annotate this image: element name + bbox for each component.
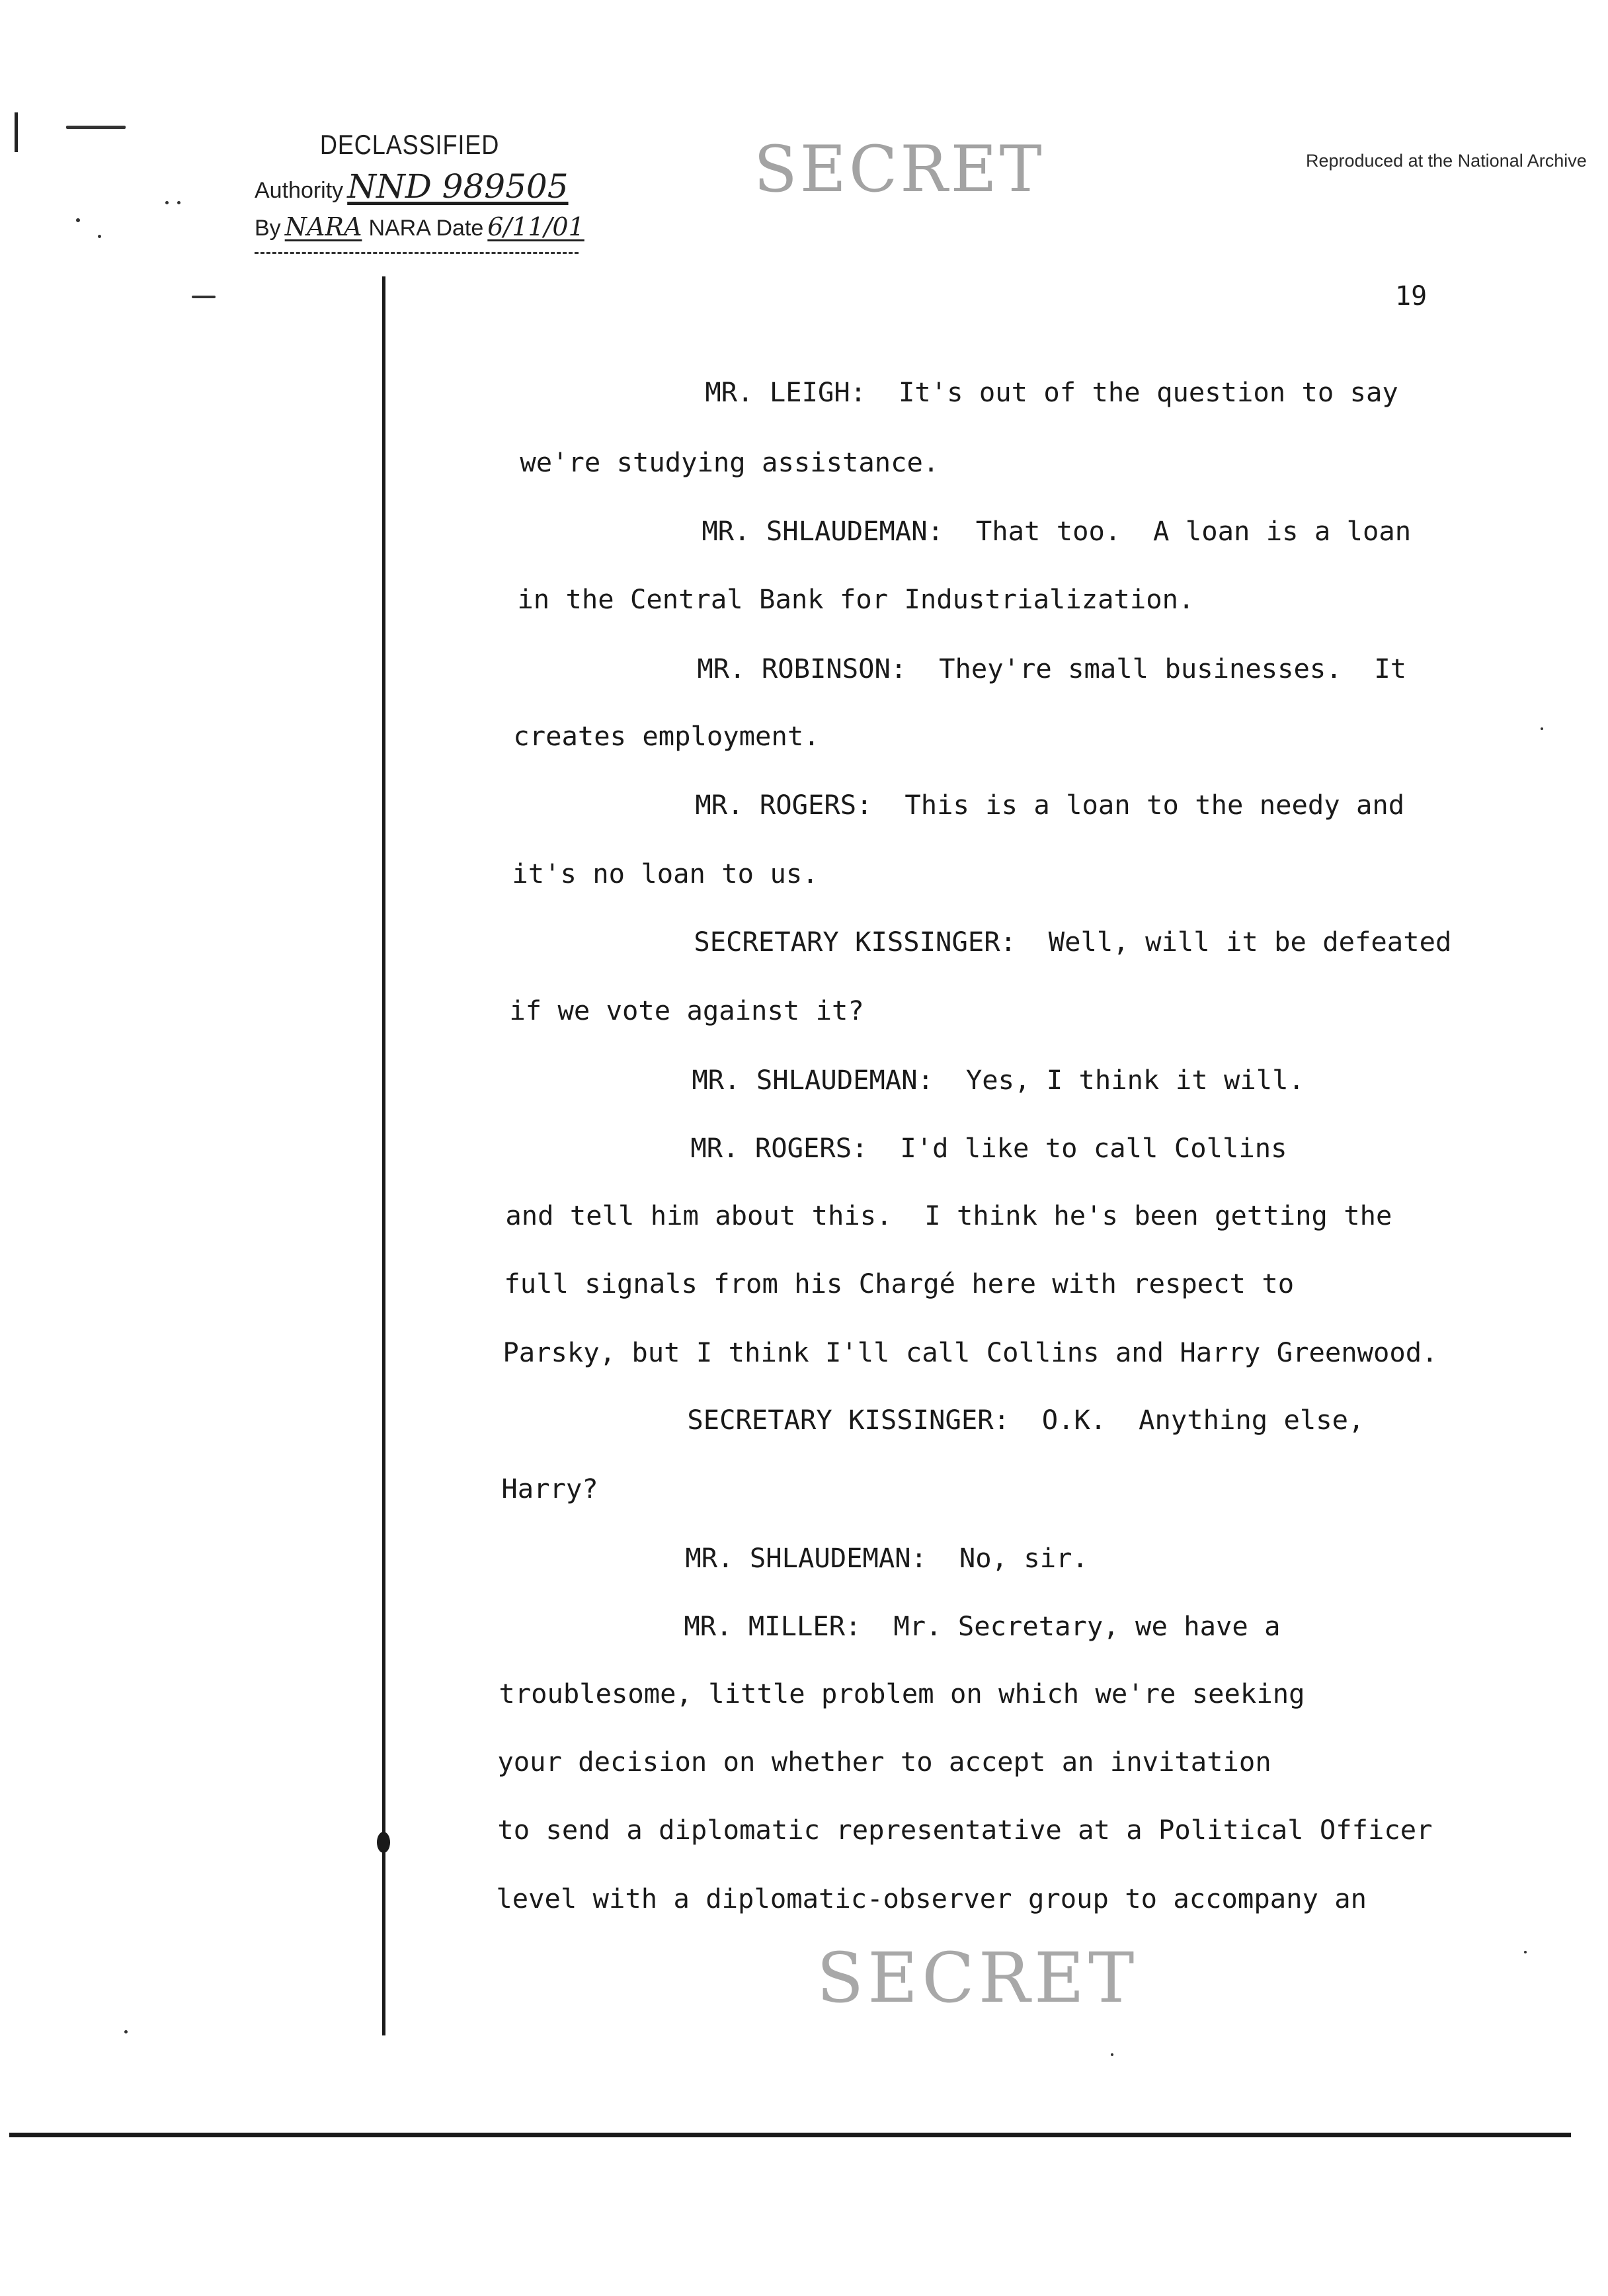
stamp-by-value: NARA (284, 212, 362, 241)
speaker-label: MR. MILLER: (684, 1610, 862, 1642)
line-text: in the Central Bank for Industrialization. (517, 583, 1195, 615)
line-text: No, sir. (959, 1541, 1088, 1574)
archive-reproduction-note: Reproduced at the National Archive (1306, 151, 1587, 171)
speaker-label: MR. ROGERS: (695, 788, 873, 821)
speaker-label: MR. SHLAUDEMAN: (692, 1063, 934, 1096)
line-text: level with a diplomatic-observer group to accompany an (496, 1882, 1367, 1914)
line-text: Well, will it be defeated (1048, 925, 1452, 958)
stamp-date-label: NARA Date (368, 216, 484, 241)
classification-marking-bottom: SECRET (817, 1938, 1139, 2018)
transcript-line (421, 559, 1194, 639)
line-text: This is a loan to the needy and (904, 788, 1405, 821)
transcript-line (413, 970, 864, 1051)
line-text: Parsky, but I think I'll call Collins and Harry Greenwood. (502, 1336, 1438, 1368)
line-text: I'd like to call Collins (900, 1131, 1287, 1164)
speaker-label: MR. ROBINSON: (697, 652, 907, 684)
transcript-line (399, 1858, 1367, 1939)
transcript-line (608, 352, 1398, 432)
speaker-label: SECRETARY KISSINGER: (687, 1403, 1010, 1436)
stamp-by-label: By (255, 216, 281, 241)
page-number: 19 (1395, 281, 1427, 311)
speaker-label: SECRETARY KISSINGER: (694, 925, 1016, 958)
transcript-line (590, 1379, 1364, 1460)
line-text: Harry? (501, 1472, 598, 1504)
line-text: and tell him about this. I think he's been getting the (505, 1199, 1392, 1231)
line-text: to send a diplomatic representative at a Political Officer (497, 1813, 1433, 1846)
speaker-label: MR. SHLAUDEMAN: (685, 1541, 928, 1574)
line-text: They're small businesses. It (939, 652, 1407, 684)
stamp-date-value: 6/11/01 (487, 212, 584, 241)
line-text: Mr. Secretary, we have a (893, 1610, 1281, 1642)
speaker-label: MR. SHLAUDEMAN: (702, 514, 944, 547)
stamp-authority-label: Authority (255, 178, 344, 203)
line-text: full signals from his Chargé here with respect to (504, 1267, 1295, 1299)
classification-marking-top: SECRET (754, 132, 1045, 206)
line-text: troublesome, little problem on which we're seeking (499, 1677, 1305, 1709)
speaker-label: MR. LEIGH: (705, 376, 867, 408)
line-text: your decision on whether to accept an invitation (497, 1745, 1271, 1778)
speaker-label: MR. ROGERS: (690, 1131, 868, 1164)
stamp-authority-value: NND 989505 (347, 167, 569, 206)
line-text: That too. A loan is a loan (975, 514, 1412, 547)
line-text: Yes, I think it will. (965, 1063, 1305, 1096)
line-text: It's out of the question to say (898, 376, 1398, 408)
line-text: O.K. Anything else, (1041, 1403, 1365, 1436)
transcript-line (405, 1448, 598, 1529)
line-text: if we vote against it? (509, 994, 864, 1026)
stamp-title: DECLASSIFIED (319, 129, 500, 160)
line-text: it's no loan to us. (512, 857, 819, 889)
line-text: we're studying assistance. (520, 446, 940, 478)
bottom-edge-rule (9, 2133, 1571, 2137)
line-text: creates employment. (513, 719, 820, 752)
